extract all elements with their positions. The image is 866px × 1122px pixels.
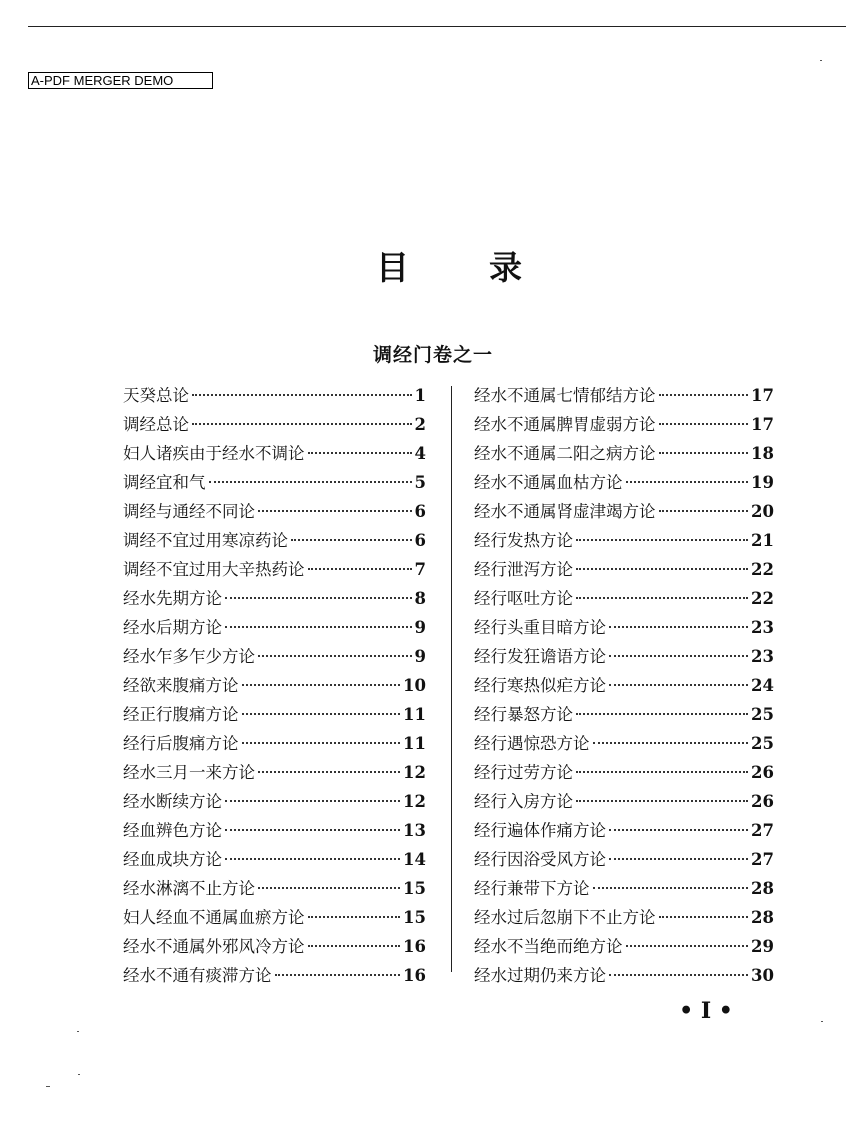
toc-leader-dots [659, 452, 749, 454]
toc-leader-dots [609, 829, 748, 831]
toc-leader-dots [626, 945, 749, 947]
toc-entry-page: 7 [414, 560, 426, 579]
toc-leader-dots [225, 829, 400, 831]
toc-entry-title: 经行头重目暗方论 [474, 618, 606, 637]
scan-speck [78, 1074, 80, 1075]
toc-entry-title: 经水后期方论 [123, 618, 222, 637]
toc-entry-page: 28 [751, 879, 774, 898]
toc-leader-dots [609, 626, 748, 628]
toc-entry [123, 961, 426, 990]
toc-leader-dots [609, 858, 748, 860]
toc-entry [123, 555, 426, 584]
toc-entry-page: 20 [751, 502, 774, 521]
toc-entry [123, 787, 426, 816]
toc-entry-title: 经行兼带下方论 [474, 879, 590, 898]
toc-entry-title: 经水过后忽崩下不止方论 [474, 908, 656, 927]
toc-entry-title: 调经不宜过用大辛热药论 [123, 560, 305, 579]
scan-speck [46, 1086, 50, 1087]
toc-leader-dots [209, 481, 412, 483]
toc-entry-page: 23 [751, 647, 774, 666]
toc-entry-page: 24 [751, 676, 774, 695]
toc-entry [474, 903, 774, 932]
toc-entry [123, 439, 426, 468]
toc-leader-dots [258, 510, 412, 512]
toc-leader-dots [225, 597, 412, 599]
toc-entry-page: 26 [751, 792, 774, 811]
toc-entry [123, 526, 426, 555]
toc-entry-page: 4 [414, 444, 426, 463]
page-folio: • I • [679, 998, 733, 1024]
toc-leader-dots [659, 423, 749, 425]
toc-leader-dots [576, 597, 748, 599]
toc-entry-page: 16 [403, 937, 426, 956]
toc-entry [474, 671, 774, 700]
toc-leader-dots [609, 655, 748, 657]
toc-entry [123, 932, 426, 961]
toc-entry [474, 555, 774, 584]
toc-entry [474, 526, 774, 555]
toc-leader-dots [225, 858, 400, 860]
toc-entry-title: 经行发狂谵语方论 [474, 647, 606, 666]
scan-speck [821, 1021, 823, 1022]
toc-entry [123, 729, 426, 758]
toc-entry [123, 584, 426, 613]
toc-leader-dots [576, 713, 748, 715]
toc-entry [123, 816, 426, 845]
toc-entry-page: 6 [414, 531, 426, 550]
toc-leader-dots [258, 655, 412, 657]
toc-entry-page: 15 [403, 879, 426, 898]
toc-leader-dots [576, 539, 748, 541]
top-rule [28, 26, 846, 27]
toc-entry [123, 497, 426, 526]
toc-entry [123, 468, 426, 497]
toc-entry [474, 439, 774, 468]
toc-entry-title: 经行暴怒方论 [474, 705, 573, 724]
toc-leader-dots [275, 974, 401, 976]
toc-left-column [123, 381, 426, 990]
toc-entry-page: 2 [414, 415, 426, 434]
toc-entry-page: 17 [751, 386, 774, 405]
scan-speck [820, 60, 822, 61]
toc-entry [474, 410, 774, 439]
toc-entry-title: 经水断续方论 [123, 792, 222, 811]
toc-entry-title: 经血辨色方论 [123, 821, 222, 840]
toc-entry-title: 经正行腹痛方论 [123, 705, 239, 724]
toc-leader-dots [593, 742, 749, 744]
toc-entry-title: 经水不通有痰滞方论 [123, 966, 272, 985]
toc-entry-page: 10 [403, 676, 426, 695]
toc-entry [474, 700, 774, 729]
toc-entry-page: 11 [403, 734, 426, 753]
toc-entry-title: 经行后腹痛方论 [123, 734, 239, 753]
toc-leader-dots [258, 887, 400, 889]
toc-entry-page: 13 [403, 821, 426, 840]
toc-entry [474, 642, 774, 671]
toc-leader-dots [576, 800, 748, 802]
toc-entry-title: 天癸总论 [123, 386, 189, 405]
toc-entry-title: 经行寒热似疟方论 [474, 676, 606, 695]
toc-entry [123, 903, 426, 932]
toc-entry-page: 19 [751, 473, 774, 492]
toc-entry-page: 22 [751, 589, 774, 608]
toc-entry [474, 874, 774, 903]
toc-entry-page: 30 [751, 966, 774, 985]
toc-entry-page: 8 [414, 589, 426, 608]
toc-entry-title: 经水先期方论 [123, 589, 222, 608]
toc-entry-page: 12 [403, 792, 426, 811]
toc-entry-title: 经行过劳方论 [474, 763, 573, 782]
toc-entry [123, 613, 426, 642]
toc-entry-page: 5 [414, 473, 426, 492]
toc-entry-title: 调经宜和气 [123, 473, 206, 492]
toc-entry-title: 妇人诸疾由于经水不调论 [123, 444, 305, 463]
toc-leader-dots [242, 713, 401, 715]
toc-entry-title: 经血成块方论 [123, 850, 222, 869]
toc-entry-title: 调经不宜过用寒凉药论 [123, 531, 288, 550]
toc-entry-page: 9 [414, 618, 426, 637]
toc-entry [474, 729, 774, 758]
toc-entry-title: 经水过期仍来方论 [474, 966, 606, 985]
toc-entry [474, 816, 774, 845]
toc-entry [474, 468, 774, 497]
toc-entry-page: 11 [403, 705, 426, 724]
toc-entry [123, 845, 426, 874]
toc-leader-dots [609, 974, 748, 976]
toc-entry-title: 经水乍多乍少方论 [123, 647, 255, 666]
toc-entry-page: 1 [414, 386, 426, 405]
toc-entry-title: 经行发热方论 [474, 531, 573, 550]
toc-leader-dots [308, 568, 412, 570]
toc-entry-title: 经水不通属二阳之病方论 [474, 444, 656, 463]
toc-entry-title: 经行泄泻方论 [474, 560, 573, 579]
toc-entry [474, 584, 774, 613]
toc-entry-title: 经水不通属脾胃虚弱方论 [474, 415, 656, 434]
toc-entry-page: 25 [751, 705, 774, 724]
toc-entry [123, 671, 426, 700]
toc-leader-dots [242, 684, 401, 686]
toc-entry-title: 调经总论 [123, 415, 189, 434]
toc-entry-page: 27 [751, 821, 774, 840]
toc-entry-page: 23 [751, 618, 774, 637]
toc-entry-title: 经水淋漓不止方论 [123, 879, 255, 898]
toc-entry [474, 845, 774, 874]
toc-entry-title: 经行遇惊恐方论 [474, 734, 590, 753]
toc-entry-page: 29 [751, 937, 774, 956]
toc-entry-page: 9 [414, 647, 426, 666]
toc-entry-title: 经水不通属外邪风冷方论 [123, 937, 305, 956]
toc-entry-page: 25 [751, 734, 774, 753]
toc-leader-dots [308, 452, 412, 454]
toc-entry [474, 613, 774, 642]
toc-entry-page: 6 [414, 502, 426, 521]
toc-entry-page: 16 [403, 966, 426, 985]
toc-entry-page: 14 [403, 850, 426, 869]
toc-leader-dots [609, 684, 748, 686]
toc-entry-title: 经水不通属七情郁结方论 [474, 386, 656, 405]
toc-entry-title: 经行遍体作痛方论 [474, 821, 606, 840]
toc-entry [474, 381, 774, 410]
toc-leader-dots [225, 626, 412, 628]
toc-leader-dots [659, 394, 749, 396]
toc-entry-title: 经水不通属血枯方论 [474, 473, 623, 492]
demo-stamp: A-PDF MERGER DEMO [28, 72, 213, 89]
toc-entry-title: 经行入房方论 [474, 792, 573, 811]
toc-leader-dots [291, 539, 412, 541]
section-title: 调经门卷之一 [372, 344, 493, 366]
toc-entry [123, 642, 426, 671]
toc-leader-dots [192, 394, 412, 396]
toc-entry-title: 调经与通经不同论 [123, 502, 255, 521]
toc-entry [123, 758, 426, 787]
toc-entry-title: 经水不当绝而绝方论 [474, 937, 623, 956]
toc-entry-page: 12 [403, 763, 426, 782]
toc-entry [123, 381, 426, 410]
toc-leader-dots [576, 771, 748, 773]
toc-entry-title: 经欲来腹痛方论 [123, 676, 239, 695]
toc-leader-dots [659, 916, 749, 918]
toc-entry-title: 妇人经血不通属血瘀方论 [123, 908, 305, 927]
toc-entry [474, 932, 774, 961]
toc-leader-dots [659, 510, 749, 512]
toc-leader-dots [593, 887, 749, 889]
toc-entry-page: 22 [751, 560, 774, 579]
toc-leader-dots [626, 481, 749, 483]
toc-entry [123, 874, 426, 903]
toc-entry [474, 758, 774, 787]
toc-entry [123, 700, 426, 729]
page-title: 目录 [376, 248, 602, 287]
toc-entry [474, 961, 774, 990]
toc-leader-dots [242, 742, 401, 744]
toc-entry-page: 18 [751, 444, 774, 463]
toc-entry-page: 17 [751, 415, 774, 434]
toc-leader-dots [192, 423, 412, 425]
toc-leader-dots [308, 916, 401, 918]
toc-entry-page: 27 [751, 850, 774, 869]
scan-speck [77, 1031, 79, 1032]
toc-leader-dots [225, 800, 400, 802]
toc-entry-title: 经水三月一来方论 [123, 763, 255, 782]
toc-entry-page: 15 [403, 908, 426, 927]
toc-right-column [474, 381, 774, 990]
toc-entry [123, 410, 426, 439]
toc-leader-dots [576, 568, 748, 570]
toc-leader-dots [258, 771, 400, 773]
toc-entry-title: 经行呕吐方论 [474, 589, 573, 608]
toc-entry [474, 787, 774, 816]
toc-entry [474, 497, 774, 526]
toc-entry-title: 经水不通属肾虚津竭方论 [474, 502, 656, 521]
toc-leader-dots [308, 945, 401, 947]
toc-entry-title: 经行因浴受风方论 [474, 850, 606, 869]
column-divider [451, 386, 452, 972]
toc-entry-page: 26 [751, 763, 774, 782]
toc-entry-page: 28 [751, 908, 774, 927]
toc-entry-page: 21 [751, 531, 774, 550]
